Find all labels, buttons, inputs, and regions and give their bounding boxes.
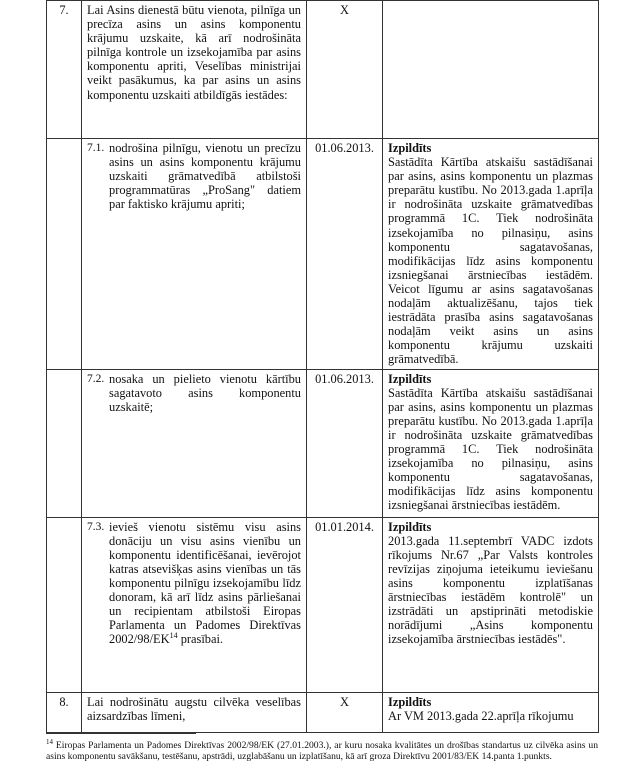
deadline-cell: X: [307, 1, 383, 139]
status-text: Sastādīta Kārtība atskaišu sastādīšanai par asins, asins komponentu un plazmas preparātu kustību. No 2013.gada 1.aprīļa ir nodrošināta uzskaite grāmatvedības programmā 1C. Tiek nodrošināta izsekojamība no pilnasiņu, asins komponentu sagatavošanas, modifikācijas līdz asins komponentu izsniegšanai ārstniecības iestādēm.: [388, 385, 593, 513]
deadline-cell: X: [307, 692, 383, 732]
table-row: [47, 517, 599, 692]
footnote-reference: 14: [169, 631, 178, 641]
subtask-number: 7.1.: [87, 142, 105, 154]
table-row: [47, 139, 599, 370]
status-cell: [383, 692, 599, 732]
subtask-text: nodrošina pilnīgu, vienotu un precīzu asins un asins komponentu krājumu uzskaiti grāmatvedībā atbilstoši programmatūras „ProSang" datiem par faktisko krājumu apriti;: [109, 141, 301, 212]
deadline-cell: 01.06.2013.: [307, 139, 383, 370]
subtask-text-tail: prasībai.: [180, 632, 224, 647]
deadline-cell: 01.01.2014.: [307, 517, 383, 692]
table-row: [47, 692, 599, 732]
subtask-cell: [82, 517, 307, 692]
status-label: Izpildīts: [388, 371, 432, 386]
deadline-cell: 01.06.2013.: [307, 369, 383, 517]
footnote: [46, 737, 598, 763]
empty-number-cell: [47, 139, 82, 370]
status-label: Izpildīts: [388, 519, 432, 534]
subtask-cell: [82, 369, 307, 517]
status-cell: [383, 517, 599, 692]
status-cell: [383, 139, 599, 370]
task-text: Lai Asins dienestā būtu vienota, pilnīga un precīza asins un asins komponentu krājumu uzskaite, kā arī nodrošināta pilnīga kontrole un izsekojamība par asins komponentu apriti, Veselības ministrijai veikt pasākumus, ka par asins un asins komponentu uzskaiti atbildīgās iestādes:: [82, 1, 307, 139]
status-text: Ar VM 2013.gada 22.aprīļa rīkojumu: [388, 708, 574, 723]
status-label: Izpildīts: [388, 141, 432, 155]
subtask-text: ievieš vienotu sistēmu visu asins donāciju un visu asins vienību un komponentu identificēšanai, ievērojot katras atsevišķas asins vienības un tās komponentu pilnīgu izsekojamību līdz donoram, kā arī līdz asins pārliešanai un recipientam atbilstoši Eiropas Parlamenta un Padomes Direktīvas 2002/98/EK: [109, 519, 301, 647]
table-row: [47, 1, 599, 139]
subtask-number: 7.3.: [87, 520, 105, 533]
subtask-number: 7.2.: [87, 372, 105, 385]
subtask-text: nosaka un pielieto vienotu kārtību sagatavoto asins komponentu uzskaitē;: [109, 371, 301, 414]
subtask-cell: [82, 139, 307, 370]
status-cell: [383, 1, 599, 139]
footnote-mark: 14: [46, 737, 53, 746]
row-number: 8.: [47, 692, 82, 732]
subtask-text-wrapper: [109, 520, 301, 647]
empty-number-cell: [47, 369, 82, 517]
table-row: [47, 369, 599, 517]
status-text: 2013.gada 11.septembrī VADC izdots rīkojums Nr.67 „Par Valsts kontroles revīzijas ziņojuma ieteikumu ieviešanu asins komponentu izplatīšanas ārstniecības iestādēm kontrolē" un izstrādāti un apstiprināti metodiskie norādījumi „Asins komponentu izsekojamība ārstniecības iestādēs".: [388, 533, 593, 647]
status-text: Sastādīta Kārtība atskaišu sastādīšanai par asins, asins komponentu un plazmas preparātu kustību. No 2013.gada 1.aprīļa ir nodrošināta uzskaite grāmatvedības programmā 1C. Tiek nodrošināta izsekojamība no pilnasiņu, asins komponentu sagatavošanas, modifikācijas līdz asins komponentu izsniegšanai ārstniecības iestādēm. Veicot līgumu ar asins sagatavošanas nodaļām aktualizēšanu, tajos tiek iestrādāta prasība asins sagatavošanas nodaļām veikt asins un asins komponentu krājumu uzskaiti grāmatvedībā.: [388, 155, 593, 367]
footnote-text: Eiropas Parlamenta un Padomes Direktīvas 2002/98/EK (27.01.2003.), ar kuru nosaka kvalitātes un drošības standartus uz cilvēka asins un asins komponentu savākšanu, testēšanu, apstrādi, uzglabāšanu un izplatīšanu, kā arī groza Direktīvu 2001/83/EK 14.panta 1.punkts.: [46, 740, 598, 763]
footnote-divider: [46, 733, 196, 734]
status-cell: [383, 369, 599, 517]
row-number: 7.: [47, 1, 82, 139]
empty-number-cell: [47, 517, 82, 692]
report-table: [46, 0, 599, 733]
task-text: Lai nodrošinātu augstu cilvēka veselības aizsardzības līmeni,: [82, 692, 307, 732]
status-label: Izpildīts: [388, 694, 432, 709]
